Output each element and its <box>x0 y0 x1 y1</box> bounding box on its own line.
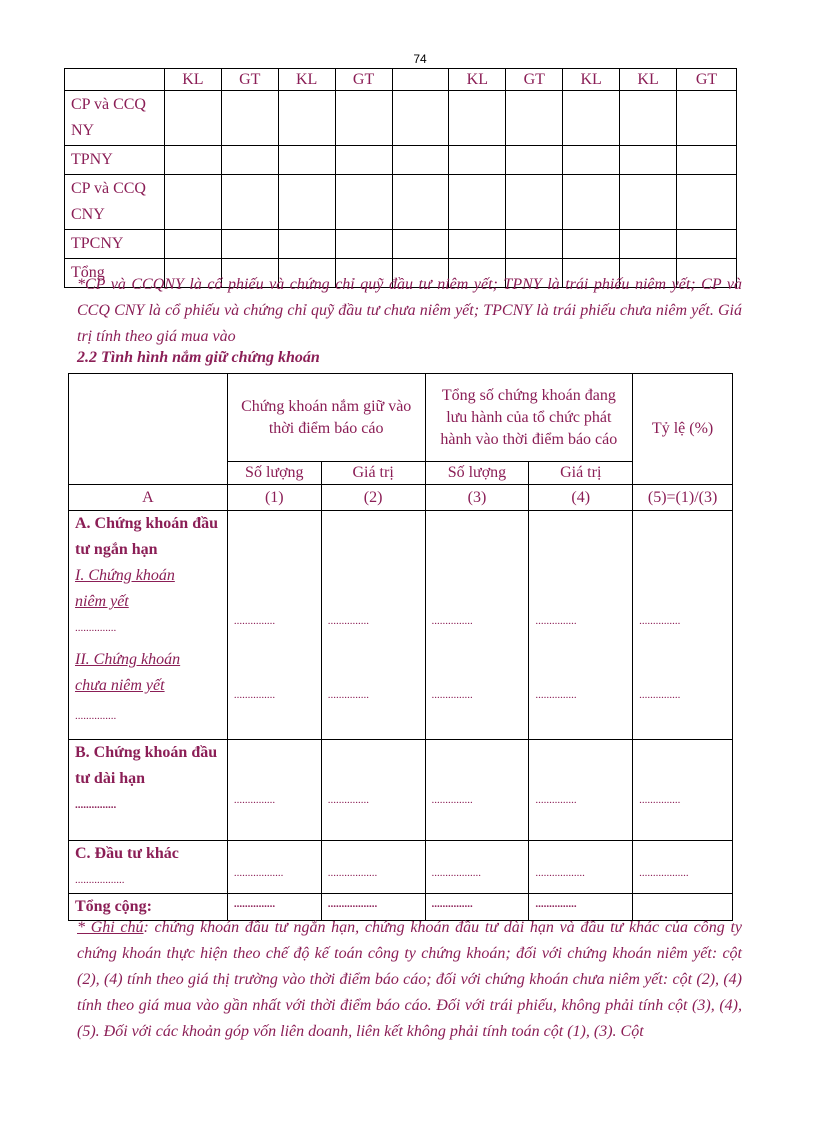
notes-text: : chứng khoán đầu tư ngắn hạn, chứng khoán đầu tư dài hạn và đầu tư khác của công ty chứng khoán thực hiện theo chế độ kế toán công ty chứng khoán; đối với chứng khoán niêm yết: cột (2), (4) tính theo giá thị trường vào thời điểm báo cáo; đối với chứng khoán chưa niêm yết: cột (2), (4) tính theo giá mua vào gần nhất với thời điểm báo cáo. Đối với trái phiếu, không phải tính cột (3), (4), (5). Đối với các khoản góp vốn liên doanh, liên kết không phải tính toán cột (1), (3). Cột <box>77 919 743 1040</box>
header-value: Giá trị <box>321 462 425 485</box>
header-cell: KL <box>164 69 221 91</box>
placeholder-dots: ............... <box>327 794 369 806</box>
column-index: (1) <box>227 485 321 511</box>
placeholder-dots: ............... <box>431 689 473 701</box>
column-index: A <box>69 485 228 511</box>
header-cell <box>69 374 228 485</box>
table-row <box>65 146 737 175</box>
notes-paragraph <box>77 915 742 1045</box>
placeholder-dots: ............... <box>327 615 369 627</box>
placeholder-dots: ............... <box>233 794 276 806</box>
header-cell: GT <box>677 69 737 91</box>
header-value: Giá trị <box>529 462 633 485</box>
placeholder-dots: .................. <box>233 867 284 879</box>
placeholder-dots: ............... <box>431 794 473 806</box>
table-footnote: *CP và CCQNY là cổ phiếu và chứng chỉ quỹ đầu tư niêm yết; TPNY là trái phiếu niêm yết; CP và CCQ CNY là cổ phiếu và chứng chỉ quỹ đầu tư chưa niêm yết; TPCNY là trái phiếu chưa niêm yết. Giá trị tính theo giá mua vào <box>77 276 742 345</box>
securities-holdings-table <box>68 373 733 921</box>
placeholder-dots: ............... <box>639 615 681 627</box>
holdings-summary-table <box>64 68 737 288</box>
header-cell: KL <box>563 69 620 91</box>
placeholder-dots: ............... <box>233 689 276 701</box>
table-row <box>65 230 737 259</box>
row-label: Tổng <box>65 259 165 288</box>
header-cell: KL <box>620 69 677 91</box>
table-row-long-term <box>69 740 733 841</box>
table-row <box>65 175 737 230</box>
row-label-other: C. Đầu tư khác <box>75 845 179 862</box>
header-quantity: Số lượng <box>425 462 529 485</box>
placeholder-dots: .................. <box>431 867 482 879</box>
header-cell: KL <box>449 69 506 91</box>
placeholder-dots: .................. <box>327 867 378 879</box>
placeholder-dots: ............... <box>75 622 117 634</box>
placeholder-dots: ............... <box>233 615 276 627</box>
placeholder-dots: ............... <box>431 898 473 910</box>
placeholder-dots: ............... <box>535 615 577 627</box>
column-index-row <box>69 485 733 511</box>
section-title: 2.2 Tình hình nắm giữ chứng khoán <box>77 349 320 366</box>
header-cell: GT <box>506 69 563 91</box>
row-label: TPNY <box>65 146 165 175</box>
row-label-long-term: B. Chứng khoán đầu tư dài hạn <box>75 744 218 787</box>
placeholder-dots: ............... <box>431 615 473 627</box>
row-label: CP và CCQ CNY <box>65 175 165 230</box>
column-index: (2) <box>321 485 425 511</box>
placeholder-dots: ............... <box>639 689 681 701</box>
placeholder-dots: ............... <box>327 689 369 701</box>
placeholder-dots: ............... <box>639 794 681 806</box>
row-label-unlisted: II. Chứng khoán chưa niêm yết <box>75 651 181 694</box>
row-label: TPCNY <box>65 230 165 259</box>
placeholder-dots: .................. <box>639 867 689 879</box>
page-number: 74 <box>413 52 427 66</box>
header-cell: KL <box>278 69 335 91</box>
table-row-short-term <box>69 511 733 740</box>
header-cell <box>65 69 165 91</box>
placeholder-dots: ............... <box>535 898 577 910</box>
placeholder-dots: ............... <box>75 799 117 811</box>
placeholder-dots: .................. <box>75 874 125 886</box>
header-held: Chứng khoán nắm giữ vào thời điểm báo cáo <box>227 374 425 462</box>
row-label: CP và CCQ NY <box>65 91 165 146</box>
placeholder-dots: ............... <box>535 794 577 806</box>
row-label-short-term: A. Chứng khoán đầu tư ngắn hạn <box>75 515 218 558</box>
header-cell <box>392 69 449 91</box>
placeholder-dots: ............... <box>75 710 117 722</box>
row-label-total: Tổng cộng: <box>69 894 228 921</box>
header-cell: GT <box>221 69 278 91</box>
header-quantity: Số lượng <box>227 462 321 485</box>
table-header-row <box>69 374 733 462</box>
placeholder-dots: ............... <box>535 689 577 701</box>
column-index: (3) <box>425 485 529 511</box>
placeholder-dots: .................. <box>327 898 378 910</box>
header-cell: GT <box>335 69 392 91</box>
placeholder-dots: ............... <box>233 898 276 910</box>
table-header-row <box>65 69 737 91</box>
header-ratio: Tỷ lệ (%) <box>633 374 733 485</box>
table-row-other <box>69 841 733 894</box>
row-label-listed: I. Chứng khoán niêm yết <box>75 567 175 610</box>
table-row <box>65 91 737 146</box>
header-outstanding: Tổng số chứng khoán đang lưu hành của tổ chức phát hành vào thời điểm báo cáo <box>425 374 633 462</box>
placeholder-dots: .................. <box>535 867 585 879</box>
column-index: (5)=(1)/(3) <box>633 485 733 511</box>
column-index: (4) <box>529 485 633 511</box>
notes-label: * Ghi chú <box>77 919 144 936</box>
